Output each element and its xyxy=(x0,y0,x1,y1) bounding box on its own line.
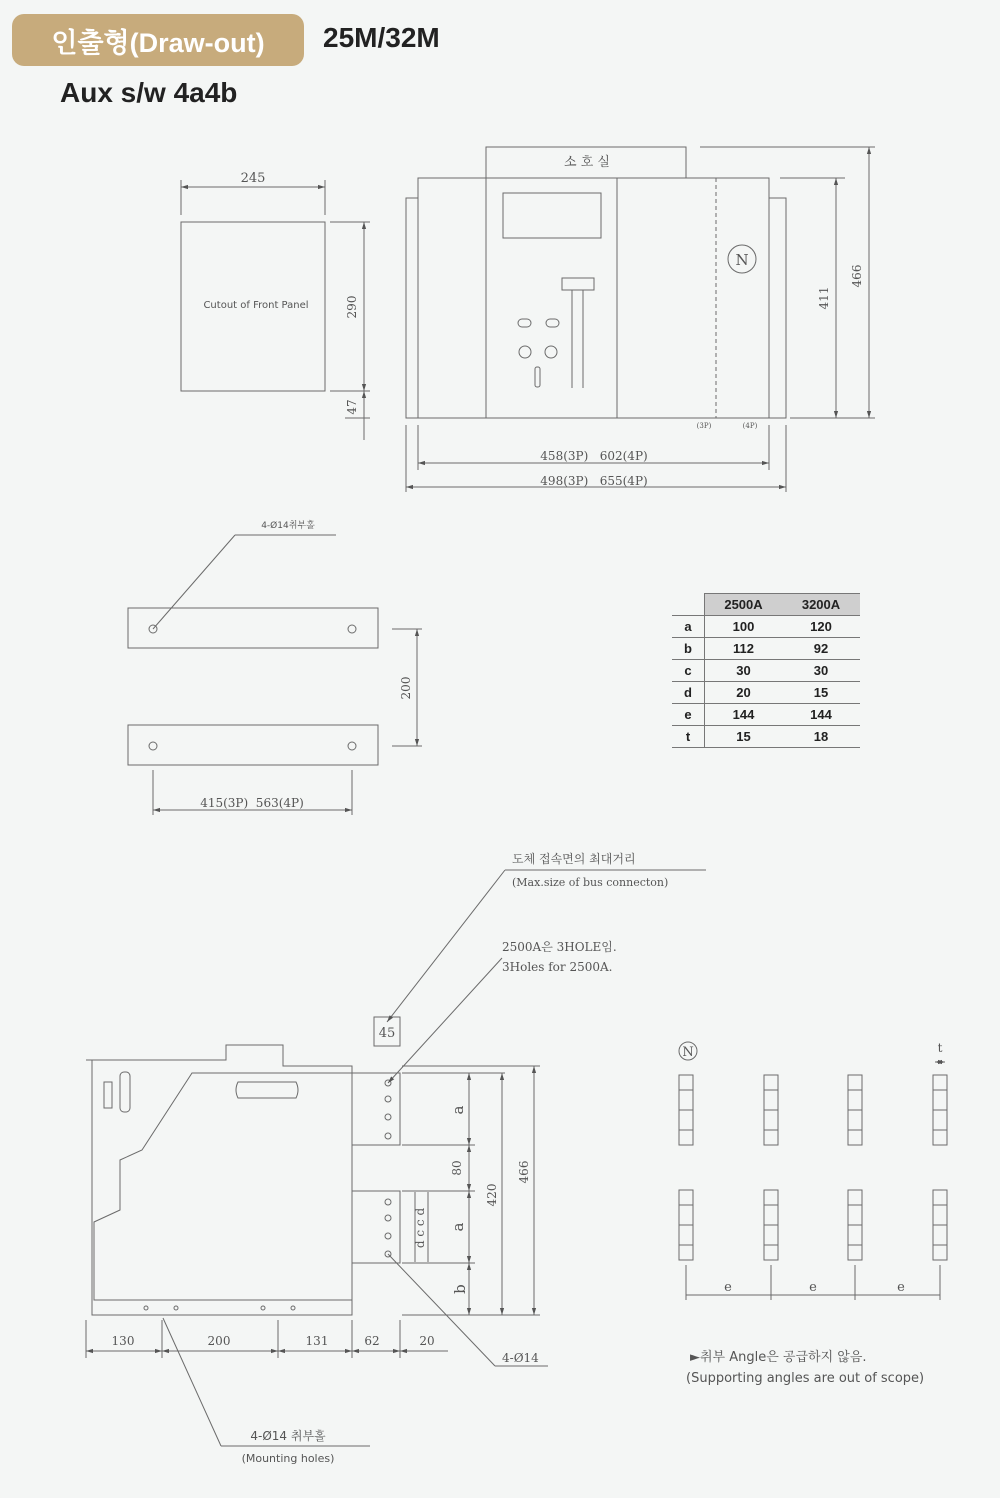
table-row xyxy=(672,726,860,748)
dim-130-label: 130 xyxy=(111,1334,135,1348)
cell-2500a: 20 xyxy=(705,682,783,704)
aux-switch-title: Aux s/w 4a4b xyxy=(60,77,238,108)
model-title: 25M/32M xyxy=(323,22,440,53)
table-row xyxy=(672,660,860,682)
cell-3200a: 144 xyxy=(782,704,860,726)
dim-420-label: 420 xyxy=(485,1183,499,1207)
mount-note-en: (Mounting holes) xyxy=(241,1452,335,1465)
dim-411-label: 411 xyxy=(817,286,831,310)
dim-80-label: 80 xyxy=(450,1160,464,1176)
table-header-corner xyxy=(672,594,705,616)
cell-3200a: 18 xyxy=(782,726,860,748)
supporting-angle-note-en: (Supporting angles are out of scope) xyxy=(686,1371,925,1386)
cell-2500a: 30 xyxy=(705,660,783,682)
dimension-table xyxy=(672,593,860,748)
breaker-front-view xyxy=(406,147,875,492)
row-label: e xyxy=(672,704,705,726)
dim-a-lower: a xyxy=(449,1222,467,1232)
row-label: t xyxy=(672,726,705,748)
width-inner-label: 458(3P) 602(4P) xyxy=(540,449,648,463)
draw-out-badge: 인출형(Draw-out) xyxy=(12,14,304,66)
hole-size-label: 4-Ø14 xyxy=(502,1351,539,1365)
cell-2500a: 112 xyxy=(705,638,783,660)
dim-b-label: b xyxy=(451,1284,469,1294)
breaker-side-view xyxy=(86,870,706,1446)
hole-stack-label: d c c d xyxy=(413,1207,427,1249)
dim-45-label: 45 xyxy=(378,1026,396,1041)
spacing-e-2: e xyxy=(809,1280,817,1295)
table-row xyxy=(672,616,860,638)
neutral-symbol: N xyxy=(735,251,749,269)
cell-2500a: 15 xyxy=(705,726,783,748)
dim-466-label: 466 xyxy=(850,264,864,288)
cutout-offset-label: 47 xyxy=(345,399,359,415)
dim-a-upper: a xyxy=(449,1105,467,1115)
cutout-panel-label: Cutout of Front Panel xyxy=(203,300,309,311)
dim-20-label: 20 xyxy=(419,1334,435,1348)
terminal-t-label: t xyxy=(937,1041,943,1055)
cell-3200a: 15 xyxy=(782,682,860,704)
pole-3p-label: (3P) xyxy=(696,422,712,430)
spacing-e-1: e xyxy=(724,1280,732,1295)
table-header-2500a: 2500A xyxy=(705,594,783,616)
bus-note-en: (Max.size of bus connecton) xyxy=(512,876,669,889)
cutout-height-label: 290 xyxy=(345,295,359,319)
rail-spacing-label: 200 xyxy=(399,676,413,700)
width-outer-label: 498(3P) 655(4P) xyxy=(540,474,648,488)
table-header-row xyxy=(672,594,860,616)
row-label: d xyxy=(672,682,705,704)
cell-2500a: 144 xyxy=(705,704,783,726)
pole-4p-label: (4P) xyxy=(742,422,758,430)
dim-466-side-label: 466 xyxy=(517,1160,531,1184)
holes-note-en: 3Holes for 2500A. xyxy=(502,960,613,974)
row-label: b xyxy=(672,638,705,660)
rail-length-label: 415(3P) 563(4P) xyxy=(200,796,304,810)
row-label: c xyxy=(672,660,705,682)
cell-3200a: 92 xyxy=(782,638,860,660)
mounting-rails xyxy=(128,535,422,815)
table-header-3200a: 3200A xyxy=(782,594,860,616)
table-row xyxy=(672,638,860,660)
spacing-e-3: e xyxy=(897,1280,905,1295)
row-label: a xyxy=(672,616,705,638)
table-row xyxy=(672,704,860,726)
cell-3200a: 30 xyxy=(782,660,860,682)
holes-note-ko: 2500A은 3HOLE임. xyxy=(502,940,617,954)
supporting-angle-note-ko: ►취부 Angle은 공급하지 않음. xyxy=(690,1350,867,1365)
cell-3200a: 120 xyxy=(782,616,860,638)
rail-hole-note: 4-Ø14취부홀 xyxy=(261,521,315,531)
table-row xyxy=(672,682,860,704)
dim-62-label: 62 xyxy=(364,1334,380,1348)
terminal-bars xyxy=(679,1042,947,1300)
cutout-width-label: 245 xyxy=(240,171,266,186)
bus-note-ko: 도체 접속면의 최대거리 xyxy=(512,852,636,866)
arc-chamber-label: 소 호 실 xyxy=(564,155,610,170)
cell-2500a: 100 xyxy=(705,616,783,638)
terminal-neutral-symbol: N xyxy=(682,1045,694,1060)
mount-note-ko: 4-Ø14 취부홀 xyxy=(250,1429,326,1443)
dim-131-label: 131 xyxy=(305,1334,329,1348)
dim-200-label: 200 xyxy=(207,1334,231,1348)
